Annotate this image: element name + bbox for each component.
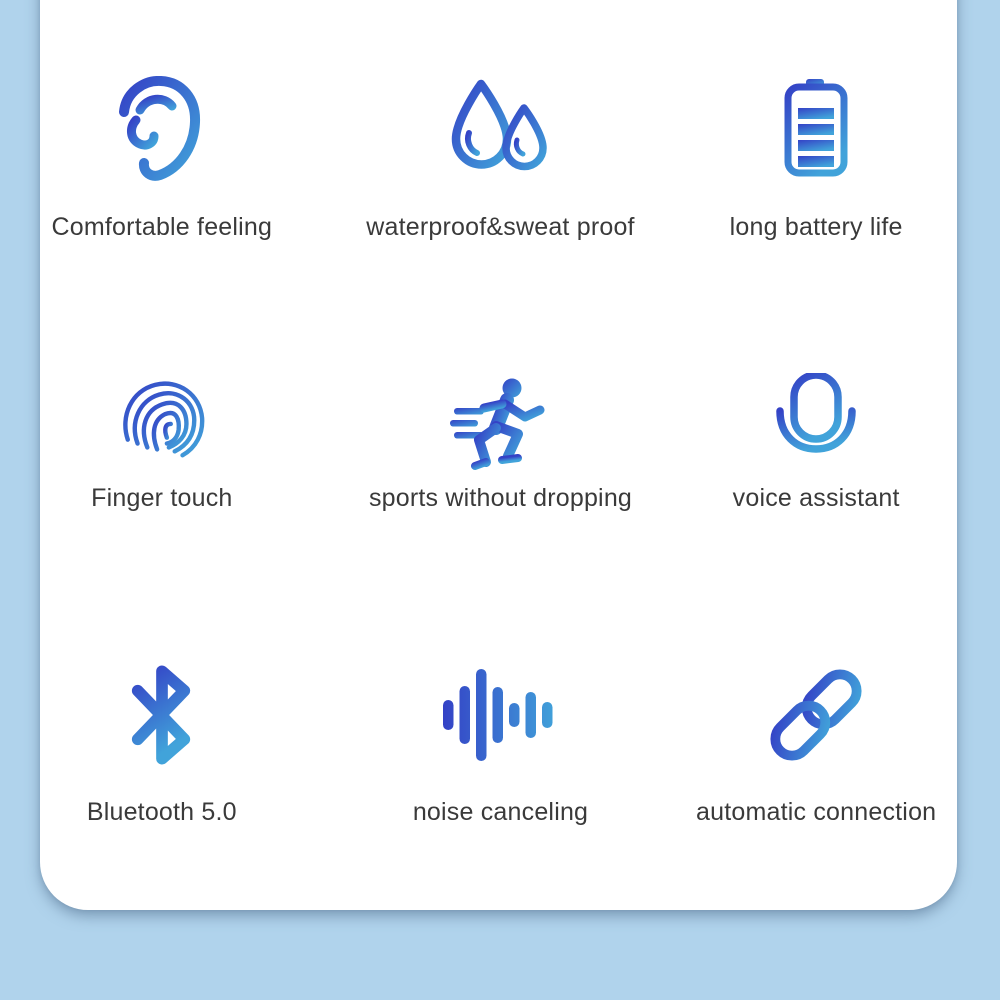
- feature-item: [9, 0, 315, 325]
- feature-label: long battery life: [729, 213, 903, 241]
- feature-item: [663, 607, 969, 910]
- feature-item: [663, 0, 969, 325]
- feature-item: [9, 325, 315, 607]
- feature-card: [40, 0, 957, 910]
- water-drops-icon: [448, 68, 553, 188]
- feature-item: [348, 607, 654, 910]
- ear-icon: [114, 68, 209, 188]
- running-person-icon: [448, 363, 553, 483]
- feature-grid: [40, 0, 957, 910]
- chain-link-icon: [767, 655, 865, 775]
- feature-label: voice assistant: [732, 484, 900, 512]
- feature-label: automatic connection: [696, 798, 937, 826]
- sound-wave-icon: [443, 655, 557, 775]
- feature-label: noise canceling: [412, 798, 589, 826]
- feature-item: [9, 607, 315, 910]
- feature-label: Comfortable feeling: [51, 213, 273, 241]
- feature-item: [348, 0, 654, 325]
- feature-label: Bluetooth 5.0: [86, 798, 237, 826]
- microphone-icon: [772, 363, 860, 483]
- feature-item: [663, 325, 969, 607]
- feature-item: [348, 325, 654, 607]
- bluetooth-icon: [128, 655, 196, 775]
- fingerprint-icon: [118, 363, 206, 483]
- feature-label: waterproof&sweat proof: [366, 213, 635, 241]
- feature-label: Finger touch: [91, 484, 233, 512]
- battery-icon: [784, 68, 848, 188]
- feature-label: sports without dropping: [368, 484, 633, 512]
